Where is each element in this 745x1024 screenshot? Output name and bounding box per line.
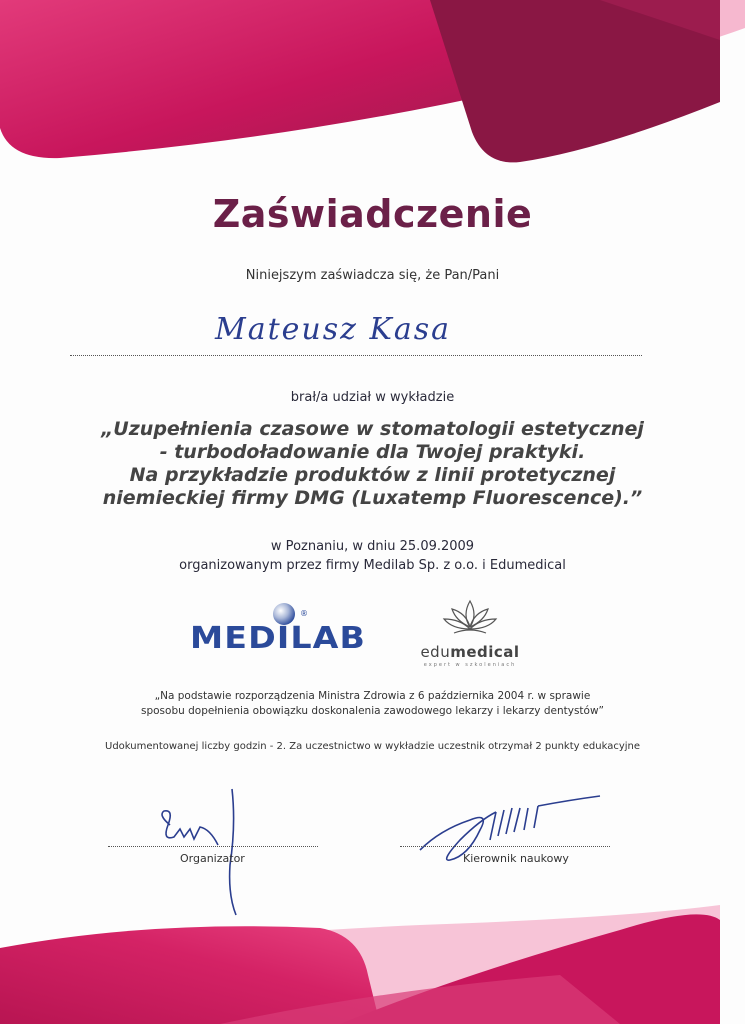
lecture-line: - turbodoładowanie dla Twojej praktyki. — [159, 441, 586, 463]
lecture-line: Na przykładzie produktów z linii protetycznej — [129, 464, 616, 486]
lotus-icon — [440, 597, 500, 637]
medilab-logo — [190, 600, 370, 652]
lecture-line: „Uzupełnienia czasowe w stomatologii estetycznej — [101, 418, 644, 440]
edumedical-wordmark: edumedical — [420, 643, 520, 661]
legal-line: sposobu dopełnienia obowiązku doskonalenia zawodowego lekarzy i lekarzy dentystów” — [141, 705, 604, 717]
name-dotted-line — [70, 355, 642, 356]
organizer-signature-line — [108, 846, 318, 847]
certificate-title: Zaświadczenie — [212, 192, 533, 236]
supervisor-label: Kierownik naukowy — [463, 852, 569, 865]
edumedical-logo — [410, 597, 530, 668]
medilab-wordmark: MEDILAB — [190, 621, 366, 652]
lecture-title — [0, 418, 745, 510]
organizers-text: organizowanym przez firmy Medilab Sp. z o.o. i Edumedical — [179, 558, 566, 573]
lecture-line: niemieckiej firmy DMG (Luxatemp Fluorescence).” — [102, 487, 643, 509]
legal-line: „Na podstawie rozporządzenia Ministra Zdrowia z 6 października 2004 r. w sprawie — [154, 690, 591, 702]
participation-text: brał/a udział w wykładzie — [290, 390, 455, 405]
organizer-label: Organizator — [180, 852, 245, 865]
supervisor-signature-line — [400, 846, 610, 847]
hours-note: Udokumentowanej liczby godzin - 2. Za uczestnictwo w wykładzie uczestnik otrzymał 2 punkty edukacyjne — [105, 741, 640, 752]
participant-name: Mateusz Kasa — [215, 312, 452, 347]
place-date: w Poznaniu, w dniu 25.09.2009 — [270, 539, 475, 554]
legal-basis — [0, 689, 745, 719]
intro-text: Niniejszym zaświadcza się, że Pan/Pani — [245, 268, 500, 283]
place-and-organizers — [0, 537, 745, 575]
edumedical-tagline: expert w szkoleniach — [423, 662, 517, 668]
svg-text:®: ® — [300, 609, 308, 618]
